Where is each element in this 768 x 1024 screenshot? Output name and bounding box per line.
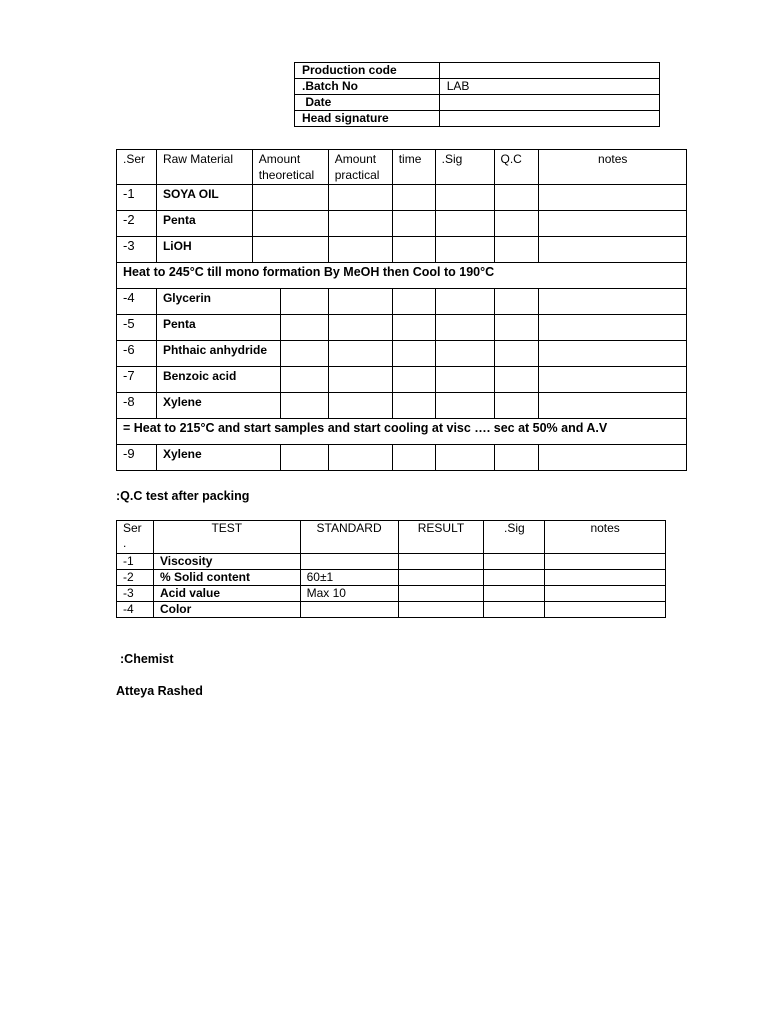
sig-cell[interactable] — [435, 211, 494, 237]
material-cell: Glycerin — [156, 289, 280, 315]
table-row — [117, 185, 687, 211]
qc-ser-header-text: Ser — [123, 521, 142, 535]
time-cell[interactable] — [392, 211, 435, 237]
qc-header-row — [117, 521, 666, 554]
qc-row — [117, 554, 666, 570]
amount-theoretical-cell[interactable] — [280, 393, 328, 419]
qc-ser-cell: -4 — [117, 602, 154, 618]
qc-standard-cell — [300, 602, 398, 618]
ser-cell: -8 — [117, 393, 157, 419]
qc-cell[interactable] — [494, 341, 539, 367]
ser-cell: -2 — [117, 211, 157, 237]
amount-practical-header: Amount practical — [328, 150, 392, 185]
qc-test-cell: Color — [153, 602, 300, 618]
qc-result-header: RESULT — [398, 521, 484, 554]
qc-cell[interactable] — [494, 237, 539, 263]
sig-cell[interactable] — [435, 237, 494, 263]
notes-cell[interactable] — [539, 315, 687, 341]
notes-cell[interactable] — [539, 393, 687, 419]
material-cell: Penta — [156, 315, 280, 341]
header-row — [295, 95, 660, 111]
qc-sig-cell[interactable] — [484, 602, 545, 618]
amount-practical-cell[interactable] — [328, 445, 392, 471]
qc-cell[interactable] — [494, 367, 539, 393]
notes-cell[interactable] — [539, 211, 687, 237]
qc-test-cell: % Solid content — [153, 570, 300, 586]
amount-practical-cell[interactable] — [328, 341, 392, 367]
notes-cell[interactable] — [539, 445, 687, 471]
amount-theoretical-cell[interactable] — [252, 237, 328, 263]
qc-cell[interactable] — [494, 185, 539, 211]
amount-practical-cell[interactable] — [328, 237, 392, 263]
qc-cell[interactable] — [494, 393, 539, 419]
sig-cell[interactable] — [435, 315, 494, 341]
qc-notes-cell[interactable] — [545, 554, 666, 570]
qc-sig-cell[interactable] — [484, 586, 545, 602]
sig-cell[interactable] — [435, 393, 494, 419]
qc-row — [117, 570, 666, 586]
table-row — [117, 445, 687, 471]
material-cell: Xylene — [156, 393, 280, 419]
amount-practical-cell[interactable] — [328, 185, 392, 211]
instruction-text-2: = Heat to 215°C and start samples and start cooling at visc …. sec at 50% and A.V — [117, 419, 687, 445]
qc-header: Q.C — [494, 150, 539, 185]
batch-no-label: .Batch No — [295, 79, 440, 95]
qc-test-header: TEST — [153, 521, 300, 554]
head-signature-value[interactable] — [439, 111, 659, 127]
chemist-label: :Chemist — [120, 652, 174, 666]
table-row — [117, 237, 687, 263]
ser-header: .Ser — [117, 150, 157, 185]
qc-notes-cell[interactable] — [545, 602, 666, 618]
amount-theoretical-cell[interactable] — [280, 315, 328, 341]
amount-practical-cell[interactable] — [328, 289, 392, 315]
production-code-label: Production code — [295, 63, 440, 79]
table-row — [117, 393, 687, 419]
qc-ser-header-dot: . — [123, 536, 127, 550]
header-info-table — [294, 62, 660, 127]
ser-cell: -9 — [117, 445, 157, 471]
amount-theoretical-cell[interactable] — [280, 289, 328, 315]
qc-row — [117, 586, 666, 602]
table-row — [117, 341, 687, 367]
qc-result-cell[interactable] — [398, 570, 484, 586]
material-cell: Phthaic anhydride — [156, 341, 280, 367]
sig-cell[interactable] — [435, 289, 494, 315]
notes-cell[interactable] — [539, 185, 687, 211]
qc-standard-header: STANDARD — [300, 521, 398, 554]
date-label: Date — [295, 95, 440, 111]
ser-cell: -6 — [117, 341, 157, 367]
time-cell[interactable] — [392, 289, 435, 315]
amount-practical-cell[interactable] — [328, 211, 392, 237]
table-row — [117, 289, 687, 315]
raw-material-table — [116, 149, 687, 471]
qc-notes-cell[interactable] — [545, 570, 666, 586]
header-row — [295, 111, 660, 127]
sig-cell[interactable] — [435, 185, 494, 211]
ser-cell: -3 — [117, 237, 157, 263]
qc-ser-cell: -3 — [117, 586, 154, 602]
ser-cell: -7 — [117, 367, 157, 393]
qc-section-title: :Q.C test after packing — [116, 489, 250, 503]
time-cell[interactable] — [392, 237, 435, 263]
time-cell[interactable] — [392, 341, 435, 367]
header-row — [295, 79, 660, 95]
qc-ser-cell: -1 — [117, 554, 154, 570]
qc-ser-header — [117, 521, 154, 554]
qc-standard-cell: Max 10 — [300, 586, 398, 602]
material-cell: LiOH — [156, 237, 252, 263]
sig-cell[interactable] — [435, 367, 494, 393]
qc-result-cell[interactable] — [398, 602, 484, 618]
table-row — [117, 367, 687, 393]
qc-cell[interactable] — [494, 289, 539, 315]
sig-cell[interactable] — [435, 341, 494, 367]
qc-test-cell: Viscosity — [153, 554, 300, 570]
material-cell: Penta — [156, 211, 252, 237]
raw-material-header: Raw Material — [156, 150, 252, 185]
head-signature-label: Head signature — [295, 111, 440, 127]
time-cell[interactable] — [392, 393, 435, 419]
time-header: time — [392, 150, 435, 185]
amount-theoretical-cell[interactable] — [252, 211, 328, 237]
table-row — [117, 211, 687, 237]
qc-sig-header: .Sig — [484, 521, 545, 554]
instruction-row — [117, 263, 687, 289]
qc-row — [117, 602, 666, 618]
material-cell: SOYA OIL — [156, 185, 252, 211]
amount-theoretical-cell[interactable] — [252, 185, 328, 211]
header-row — [295, 63, 660, 79]
qc-cell[interactable] — [494, 445, 539, 471]
time-cell[interactable] — [392, 315, 435, 341]
amount-theoretical-header: Amount theoretical — [252, 150, 328, 185]
qc-notes-cell[interactable] — [545, 586, 666, 602]
amount-theoretical-cell[interactable] — [280, 367, 328, 393]
qc-ser-cell: -2 — [117, 570, 154, 586]
qc-standard-cell — [300, 554, 398, 570]
time-cell[interactable] — [392, 185, 435, 211]
qc-test-table — [116, 520, 666, 618]
ser-cell: -4 — [117, 289, 157, 315]
amount-practical-cell[interactable] — [328, 393, 392, 419]
material-cell: Xylene — [156, 445, 280, 471]
time-cell[interactable] — [392, 367, 435, 393]
qc-result-cell[interactable] — [398, 554, 484, 570]
date-value[interactable] — [439, 95, 659, 111]
material-cell: Benzoic acid — [156, 367, 280, 393]
qc-standard-cell: 60±1 — [300, 570, 398, 586]
notes-cell[interactable] — [539, 367, 687, 393]
sig-header: .Sig — [435, 150, 494, 185]
qc-test-cell: Acid value — [153, 586, 300, 602]
sig-cell[interactable] — [435, 445, 494, 471]
amount-theoretical-cell[interactable] — [280, 341, 328, 367]
qc-sig-cell[interactable] — [484, 554, 545, 570]
instruction-row — [117, 419, 687, 445]
notes-cell[interactable] — [539, 341, 687, 367]
qc-cell[interactable] — [494, 211, 539, 237]
table-row — [117, 315, 687, 341]
qc-sig-cell[interactable] — [484, 570, 545, 586]
batch-no-value[interactable]: LAB — [439, 79, 659, 95]
qc-cell[interactable] — [494, 315, 539, 341]
ser-cell: -5 — [117, 315, 157, 341]
qc-notes-header: notes — [545, 521, 666, 554]
qc-result-cell[interactable] — [398, 586, 484, 602]
amount-practical-cell[interactable] — [328, 315, 392, 341]
table-header-row — [117, 150, 687, 185]
notes-header: notes — [539, 150, 687, 185]
notes-cell[interactable] — [539, 237, 687, 263]
amount-theoretical-cell[interactable] — [280, 445, 328, 471]
time-cell[interactable] — [392, 445, 435, 471]
chemist-name: Atteya Rashed — [116, 684, 203, 698]
production-code-value[interactable] — [439, 63, 659, 79]
amount-practical-cell[interactable] — [328, 367, 392, 393]
ser-cell: -1 — [117, 185, 157, 211]
notes-cell[interactable] — [539, 289, 687, 315]
instruction-text-1: Heat to 245°C till mono formation By MeOH then Cool to 190°C — [117, 263, 687, 289]
